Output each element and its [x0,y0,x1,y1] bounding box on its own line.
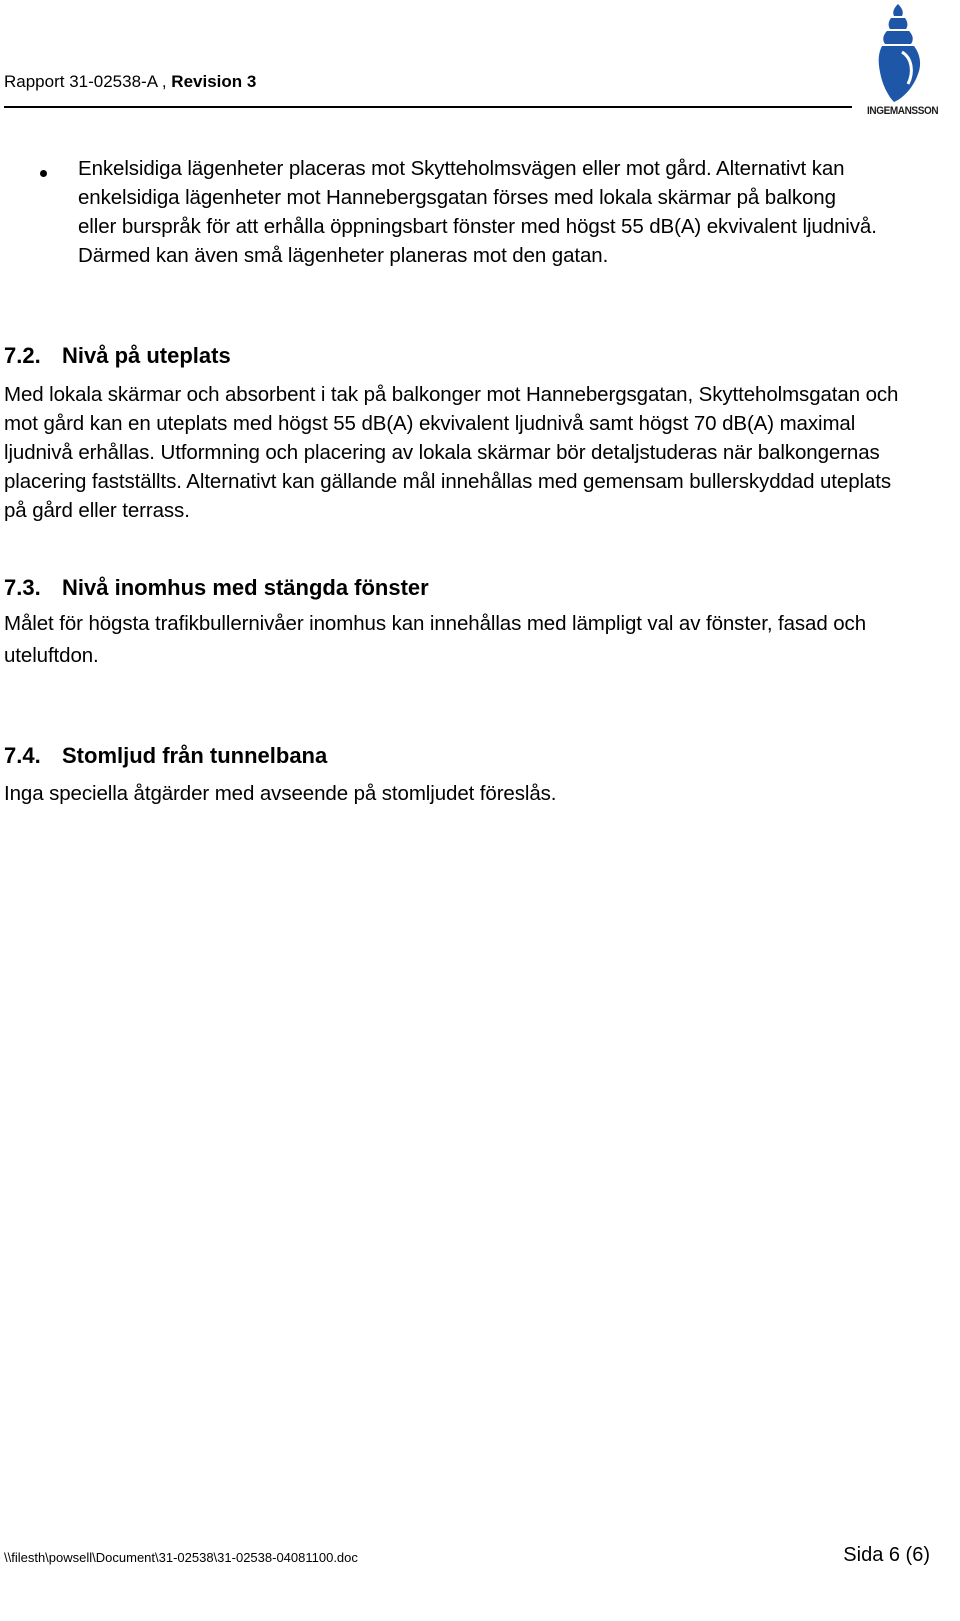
revision-label: Revision 3 [171,72,257,91]
section-title: Stomljud från tunnelbana [62,743,328,768]
ingemansson-shell-logo [867,2,939,122]
section-number: 7.3. [4,575,41,600]
section-number: 7.2. [4,343,41,368]
section-body: Inga speciella åtgärder med avseende på stomljudet föreslås. [4,782,557,805]
section-body: Målet för högsta trafikbullernivåer inomhus kan innehållas med lämpligt val av fönster, fasad och uteluftdon. [4,612,867,667]
list-item: Enkelsidiga lägenheter placeras mot Skytteholmsvägen eller mot gård. Alternativt kan enkelsidiga lägenheter mot Hannebergsgatan förses med lokala skärmar på balkong eller burspråk för att erhålla öppningsbart fönster med högst 55 dB(A) ekvivalent ljudnivå. Därmed kan även små lägenheter planeras mot den gatan. [78,157,877,267]
report-header [4,72,256,92]
bullet-icon [40,170,47,177]
report-number: Rapport 31-02538-A , [4,72,167,91]
section-body: Med lokala skärmar och absorbent i tak på balkonger mot Hannebergsgatan, Skytteholmsgatan och mot gård kan en uteplats med högst 55 dB(A) ekvivalent ljudnivå samt högst 70 dB(A) maximal ljudnivå erhållas. Utformning och placering av lokala skärmar bör detaljstuderas när balkongernas placering fastställts. Alternativt kan gällande mål innehållas med gemensam bullerskyddad uteplats på gård eller terrass. [4,383,899,522]
section-heading [4,743,327,769]
section-number: 7.4. [4,743,41,768]
logo-wordmark: INGEMANSSON [867,105,939,118]
section-heading [4,343,231,369]
page-number: Sida 6 (6) [843,1544,930,1566]
file-path: \\filesth\powsell\Document\31-02538\31-02538-04081100.doc [4,1550,358,1565]
header-divider [4,106,852,108]
section-title: Nivå på uteplats [62,343,231,368]
section-heading [4,575,429,601]
section-title: Nivå inomhus med stängda fönster [62,575,429,600]
